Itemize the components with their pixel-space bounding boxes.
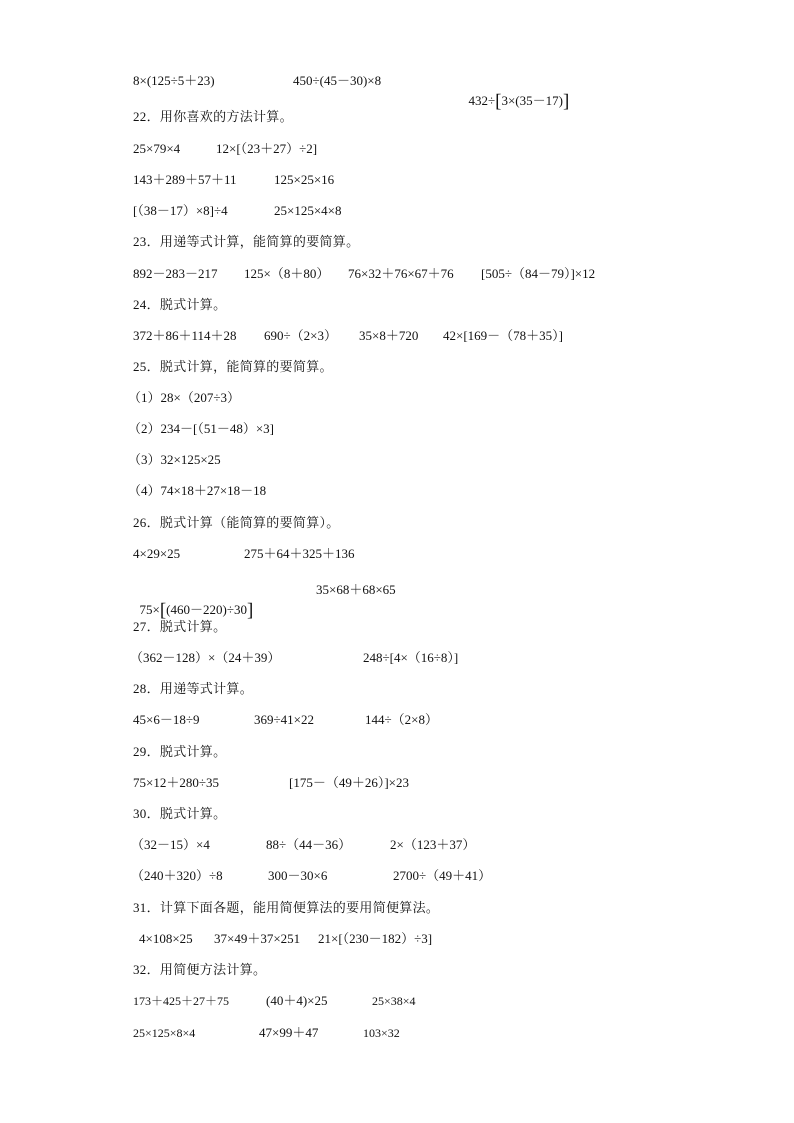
intro-expr-3-inner: 3×(35－17) [501, 93, 563, 108]
q26-expr-3-prefix: 75× [139, 602, 160, 617]
intro-expr-3-open-bracket: [ [495, 91, 502, 112]
q22-expr-1: 25×79×4 [133, 141, 181, 156]
q24-title: 24．脱式计算。 [133, 297, 227, 312]
q25-item-2: （2）234－[（51－48）×3] [128, 421, 274, 436]
q30-expr-3: 2×（123＋37） [390, 837, 476, 852]
q22-title: 22．用你喜欢的方法计算。 [133, 109, 293, 124]
q28-expr-3: 144÷（2×8） [365, 712, 438, 727]
q28-expr-1: 45×6－18÷9 [133, 712, 200, 727]
q31-title: 31．计算下面各题，能用简便算法的要用简便算法。 [133, 900, 440, 915]
q22-expr-4: 125×25×16 [274, 172, 335, 187]
q32-expr-6: 103×32 [363, 1026, 400, 1040]
q32-expr-1: 173＋425＋27＋75 [133, 994, 230, 1008]
q25-item-4: （4）74×18＋27×18－18 [128, 483, 267, 498]
q31-expr-2: 37×49＋37×251 [214, 931, 301, 946]
q30-expr-2: 88÷（44－36） [266, 837, 352, 852]
q23-expr-4: [505÷（84－79）]×12 [481, 266, 596, 281]
q26-expr-4: 35×68＋68×65 [316, 582, 396, 597]
q26-expr-1: 4×29×25 [133, 546, 181, 561]
q26-expr-3 [133, 580, 253, 621]
intro-expr-3-prefix: 432÷ [468, 93, 496, 108]
q32-title: 32．用简便方法计算。 [133, 962, 267, 977]
q32-expr-4: 25×125×8×4 [133, 1026, 196, 1040]
q22-expr-3: 143＋289＋57＋11 [133, 172, 237, 187]
q26-title: 26．脱式计算（能简算的要简算）。 [133, 515, 340, 530]
intro-expr-2: 450÷(45－30)×8 [293, 73, 382, 88]
q25-item-3: （3）32×125×25 [128, 452, 221, 467]
q30-expr-6: 2700÷（49＋41） [393, 868, 492, 883]
q23-expr-1: 892－283－217 [133, 266, 218, 281]
q27-expr-1: （362－128）×（24＋39） [130, 650, 281, 665]
q25-item-1: （1）28×（207÷3） [128, 390, 240, 405]
q30-expr-4: （240＋320）÷8 [131, 868, 223, 883]
q26-expr-3-close-bracket: ] [246, 600, 254, 621]
q29-title: 29．脱式计算。 [133, 744, 227, 759]
intro-expr-3-close-bracket: ] [562, 91, 570, 112]
q26-expr-2: 275＋64＋325＋136 [244, 546, 355, 561]
q23-expr-2: 125×（8＋80） [244, 266, 330, 281]
q22-expr-5: [（38－17）×8]÷4 [133, 203, 228, 218]
q22-expr-6: 25×125×4×8 [274, 203, 342, 218]
q27-expr-2: 248÷[4×（16÷8）] [363, 650, 459, 665]
intro-expr-1: 8×(125÷5＋23) [133, 73, 215, 88]
q24-expr-3: 35×8＋720 [359, 328, 419, 343]
q25-title: 25．脱式计算，能简算的要简算。 [133, 359, 333, 374]
q32-expr-3: 25×38×4 [372, 994, 416, 1008]
q30-expr-5: 300－30×6 [268, 868, 328, 883]
q31-expr-1: 4×108×25 [139, 931, 193, 946]
q32-expr-5: 47×99＋47 [259, 1025, 319, 1040]
q24-expr-2: 690÷（2×3） [264, 328, 337, 343]
q22-expr-2: 12×[（23＋27）÷2] [216, 141, 318, 156]
q26-expr-3-inner: (460－220)÷30 [166, 602, 247, 617]
q32-expr-2: (40＋4)×25 [266, 993, 328, 1008]
q24-expr-1: 372＋86＋114＋28 [133, 328, 237, 343]
intro-expr-3 [462, 71, 569, 112]
q24-expr-4: 42×[169－（78＋35）] [443, 328, 563, 343]
q28-title: 28．用递等式计算。 [133, 681, 253, 696]
q27-title: 27．脱式计算。 [133, 619, 227, 634]
q23-expr-3: 76×32＋76×67＋76 [348, 266, 454, 281]
q29-expr-1: 75×12＋280÷35 [133, 775, 219, 790]
q23-title: 23．用递等式计算，能简算的要简算。 [133, 234, 360, 249]
q29-expr-2: [175－（49＋26）]×23 [289, 775, 409, 790]
q26-expr-3-open-bracket: [ [159, 600, 167, 621]
q30-title: 30．脱式计算。 [133, 806, 227, 821]
q30-expr-1: （32－15）×4 [131, 837, 210, 852]
q31-expr-3: 21×[（230－182）÷3] [318, 931, 433, 946]
q28-expr-2: 369÷41×22 [254, 712, 314, 727]
